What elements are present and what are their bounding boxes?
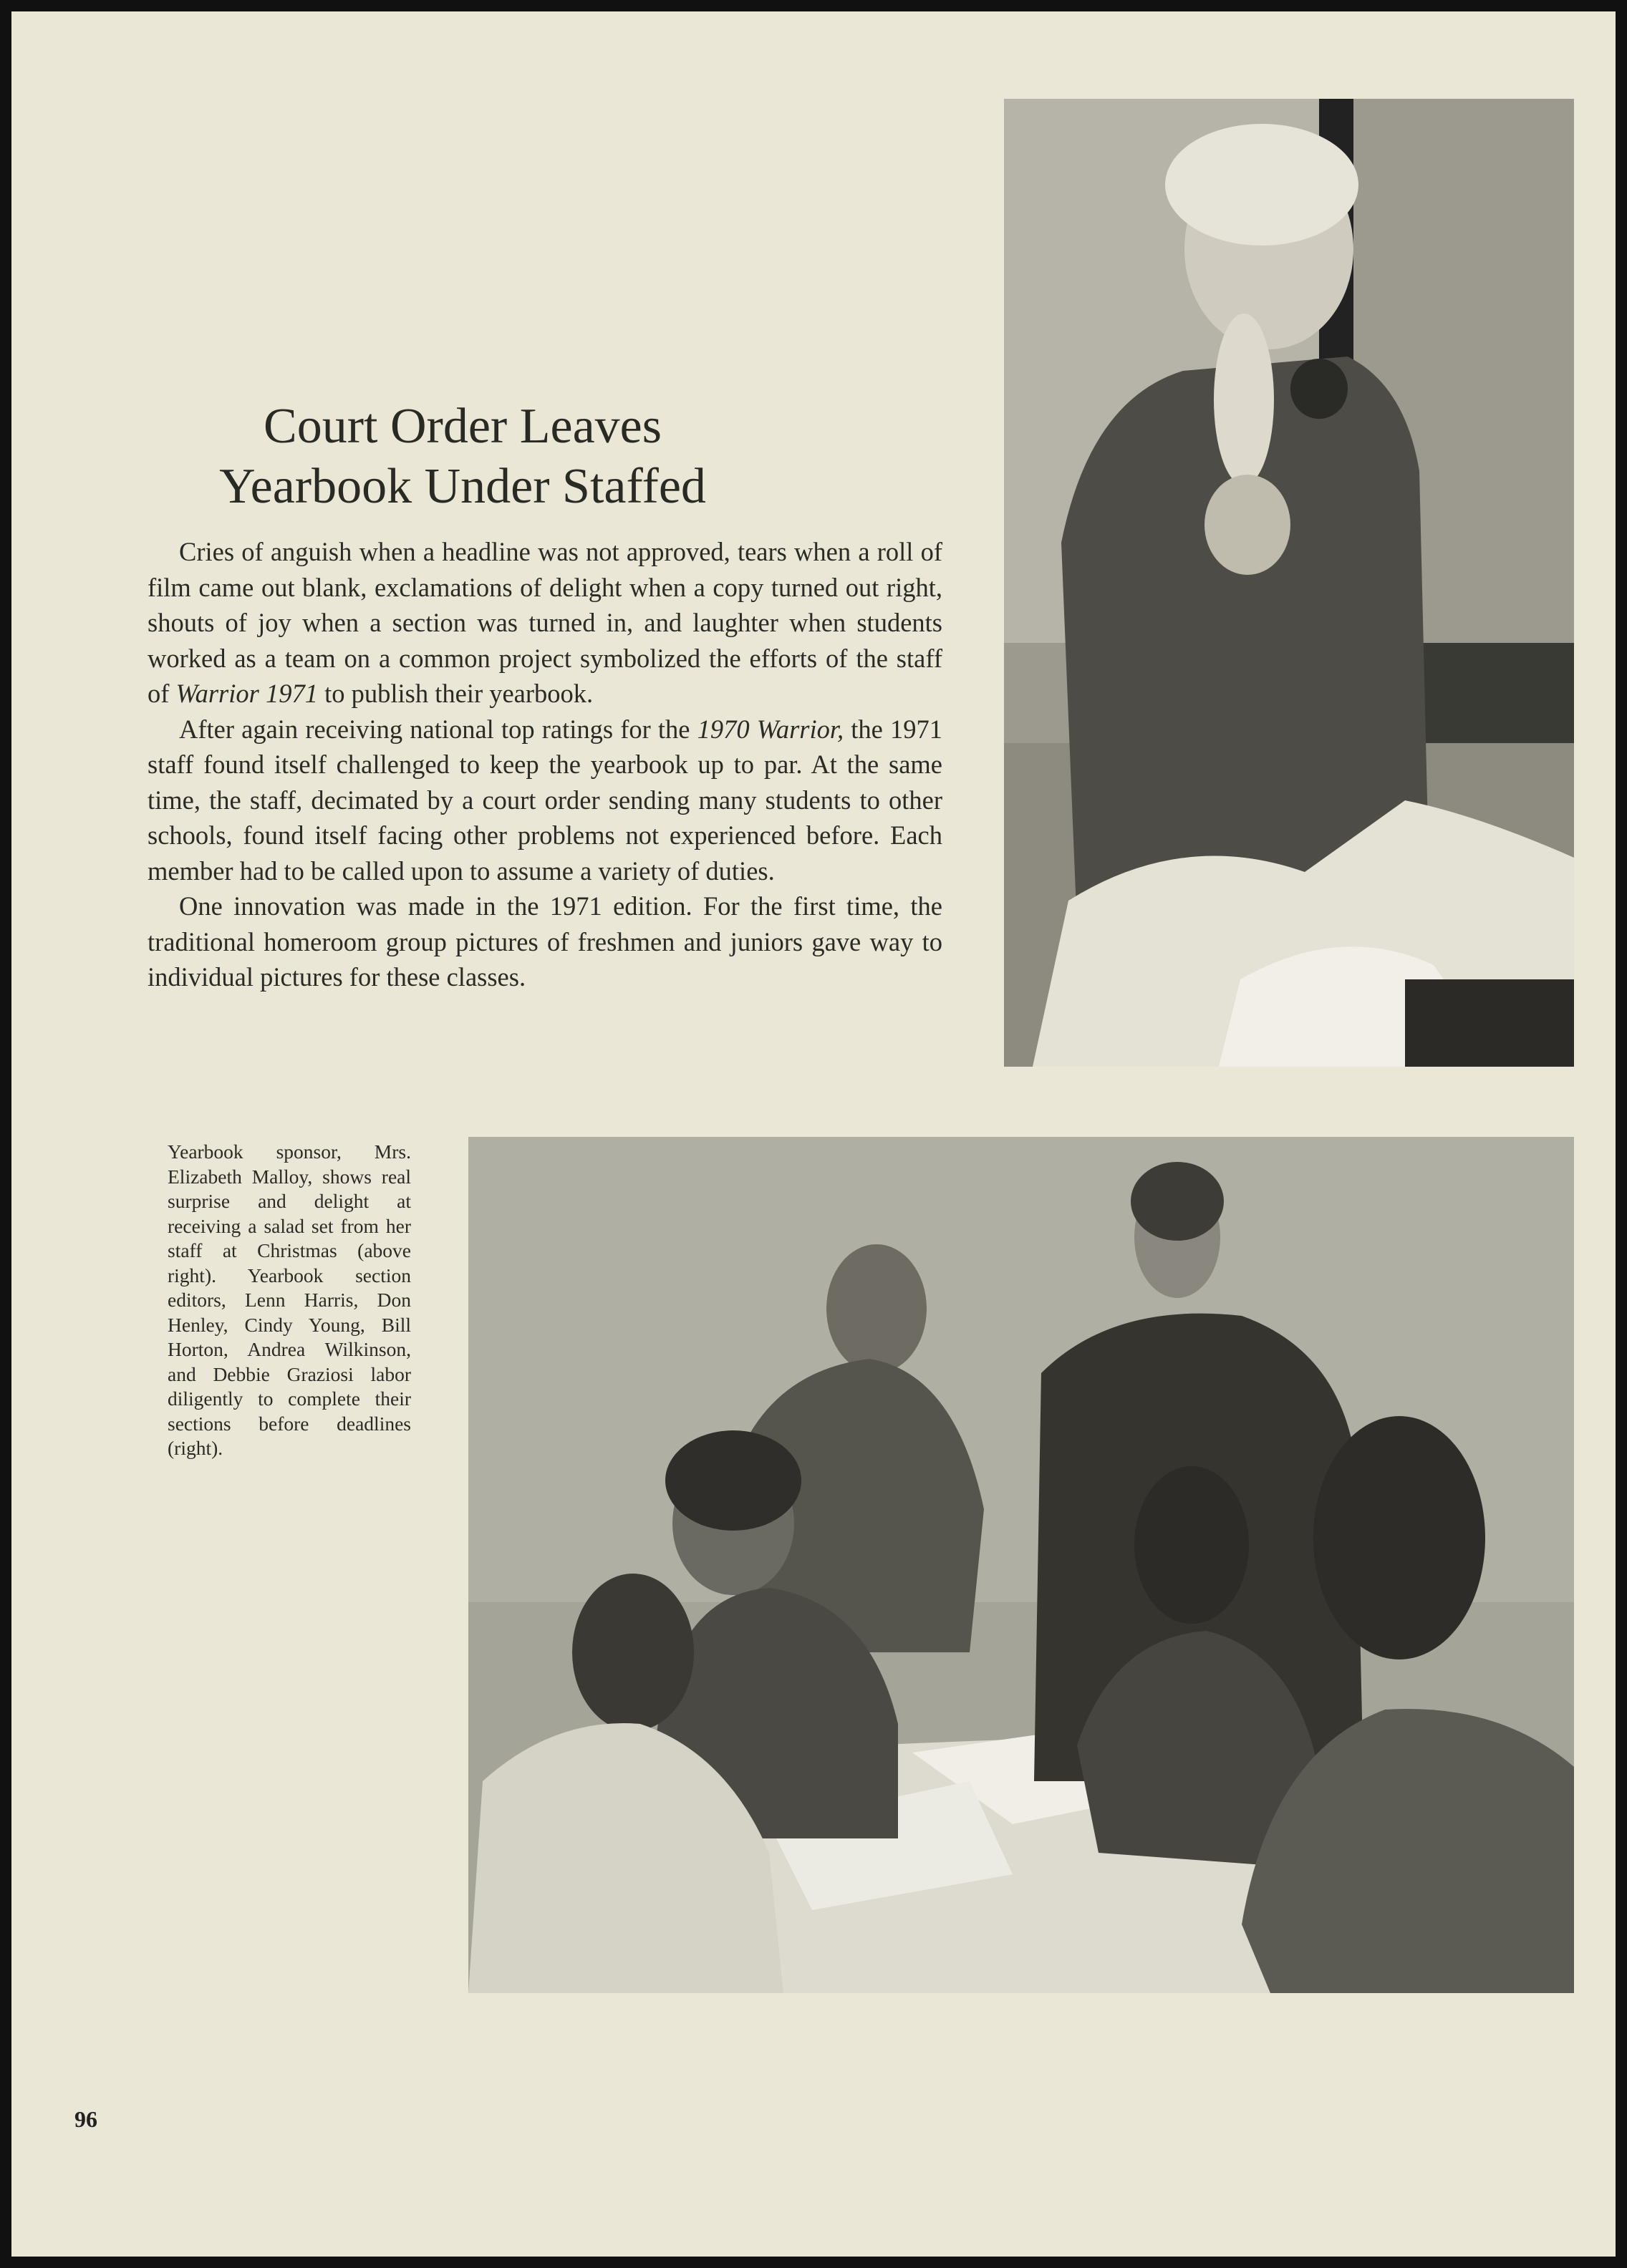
headline <box>140 397 785 517</box>
page-number: 96 <box>74 2106 97 2132</box>
article-body <box>148 534 942 995</box>
photo-editors <box>468 1137 1574 1993</box>
photo-sponsor-image <box>1004 99 1574 1067</box>
photo-editors-image <box>468 1137 1574 1993</box>
paragraph-3: One innovation was made in the 1971 edition. For the first time, the traditional homeroom group pictures of freshmen and juniors gave way to individual pictures for these classes. <box>148 891 942 992</box>
paragraph-2-title: 1970 Warrior, <box>697 714 844 744</box>
paragraph-1-end: to publish their yearbook. <box>317 679 594 708</box>
paragraph-1-text: Cries of anguish when a headline was not approved, tears when a roll of film came out blank, exclamations of delight when a copy turned out right, shouts of joy when a section was turned in, and laughter when students worked as a team on a common project symbolized the efforts of the staff of <box>148 537 942 708</box>
paragraph-2-start: After again receiving national top ratings for the <box>179 714 697 744</box>
paragraph-1 <box>148 534 942 712</box>
yearbook-page <box>11 11 1616 2257</box>
paragraph-1-title: Warrior 1971 <box>175 679 318 708</box>
photo-sponsor <box>1004 99 1574 1067</box>
paragraph-2-end: the 1971 staff found itself challenged to keep the yearbook up to par. At the same time, the staff, decimated by a court order sending many students to other schools, found itself facing other problems not experienced before. Each member had to be called upon to assume a variety of duties. <box>148 714 943 886</box>
photo-caption: Yearbook sponsor, Mrs. Elizabeth Malloy, shows real surprise and delight at receiving a salad set from her staff at Christmas (above right). Yearbook section editors, Lenn Harris, Don Henley, Cindy Young, Bill Horton, Andrea Wilkinson, and Debbie Graziosi labor diligently to complete their sections before deadlines (right). <box>168 1140 411 1459</box>
headline-line-2: Yearbook Under Staffed <box>219 459 706 514</box>
headline-line-1: Court Order Leaves <box>264 399 662 454</box>
paragraph-2 <box>148 712 942 889</box>
